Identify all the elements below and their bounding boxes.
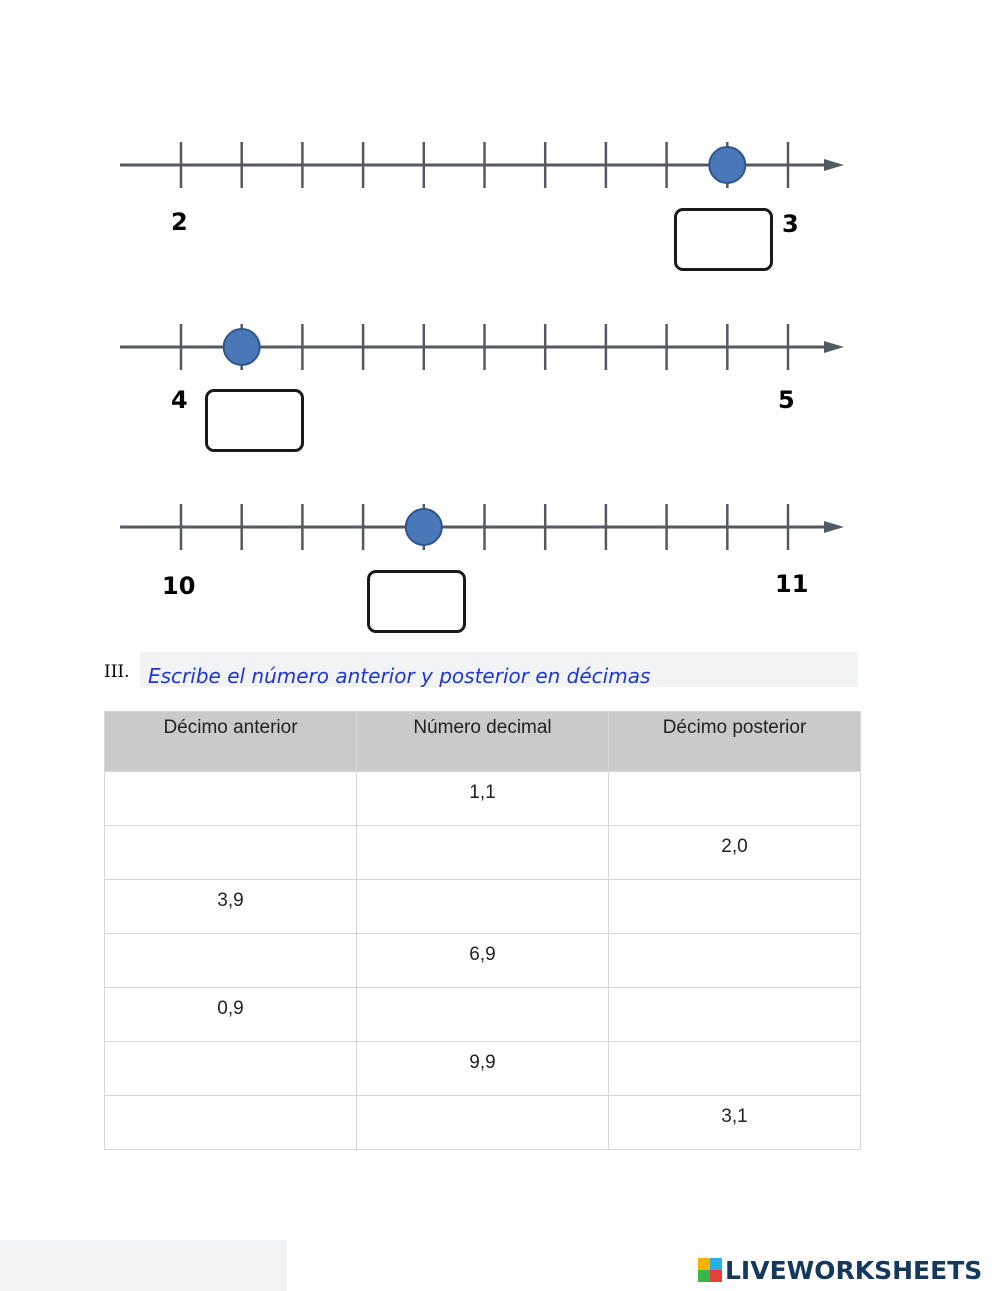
cell-decimal-number: 6,9 [357,934,609,988]
number-line-2-start-label: 4 [171,386,188,414]
table-header-row [105,712,861,772]
cell-previous-tenth[interactable] [105,826,357,880]
number-line-marked-point [406,509,442,545]
number-lines-figure [0,0,1000,640]
cell-decimal-number[interactable] [357,1096,609,1150]
number-line-2-end-label: 5 [778,386,795,414]
cell-previous-tenth[interactable] [105,1042,357,1096]
liveworksheets-logo-icon [698,1258,722,1282]
footer-band [0,1240,287,1291]
cell-next-tenth[interactable] [609,1042,861,1096]
table-row [105,826,861,880]
number-line-arrow [824,521,844,533]
cell-next-tenth[interactable] [609,988,861,1042]
table-row [105,988,861,1042]
cell-previous-tenth[interactable] [105,1096,357,1150]
cell-previous-tenth[interactable] [105,772,357,826]
cell-next-tenth: 2,0 [609,826,861,880]
table-row [105,880,861,934]
cell-next-tenth[interactable] [609,934,861,988]
table-row [105,772,861,826]
answer-box-1[interactable] [674,208,773,271]
cell-decimal-number[interactable] [357,826,609,880]
cell-next-tenth: 3,1 [609,1096,861,1150]
table-row [105,1042,861,1096]
cell-next-tenth[interactable] [609,880,861,934]
number-line-1-end-label: 3 [782,210,799,238]
number-line-2 [120,324,844,370]
section-number: III. [104,662,130,682]
cell-previous-tenth: 3,9 [105,880,357,934]
number-line-1-start-label: 2 [171,208,188,236]
number-line-3 [120,504,844,550]
number-line-1 [120,142,844,188]
table-row [105,1096,861,1150]
section-title: Escribe el número anterior y posterior en décimas [148,664,651,688]
header-previous-tenth: Décimo anterior [105,712,357,772]
number-line-3-end-label: 11 [775,570,809,598]
number-line-marked-point [709,147,745,183]
brand-mark[interactable] [698,1254,982,1286]
number-line-arrow [824,341,844,353]
cell-decimal-number[interactable] [357,988,609,1042]
number-line-3-start-label: 10 [162,572,196,600]
number-line-marked-point [224,329,260,365]
cell-next-tenth[interactable] [609,772,861,826]
cell-decimal-number: 1,1 [357,772,609,826]
cell-decimal-number: 9,9 [357,1042,609,1096]
answer-box-3[interactable] [367,570,466,633]
answer-box-2[interactable] [205,389,304,452]
brand-name: LIVEWORKSHEETS [725,1255,983,1285]
table-row [105,934,861,988]
tenths-table [104,711,861,1150]
cell-decimal-number[interactable] [357,880,609,934]
cell-previous-tenth: 0,9 [105,988,357,1042]
header-decimal-number: Número decimal [357,712,609,772]
number-line-arrow [824,159,844,171]
cell-previous-tenth[interactable] [105,934,357,988]
header-next-tenth: Décimo posterior [609,712,861,772]
